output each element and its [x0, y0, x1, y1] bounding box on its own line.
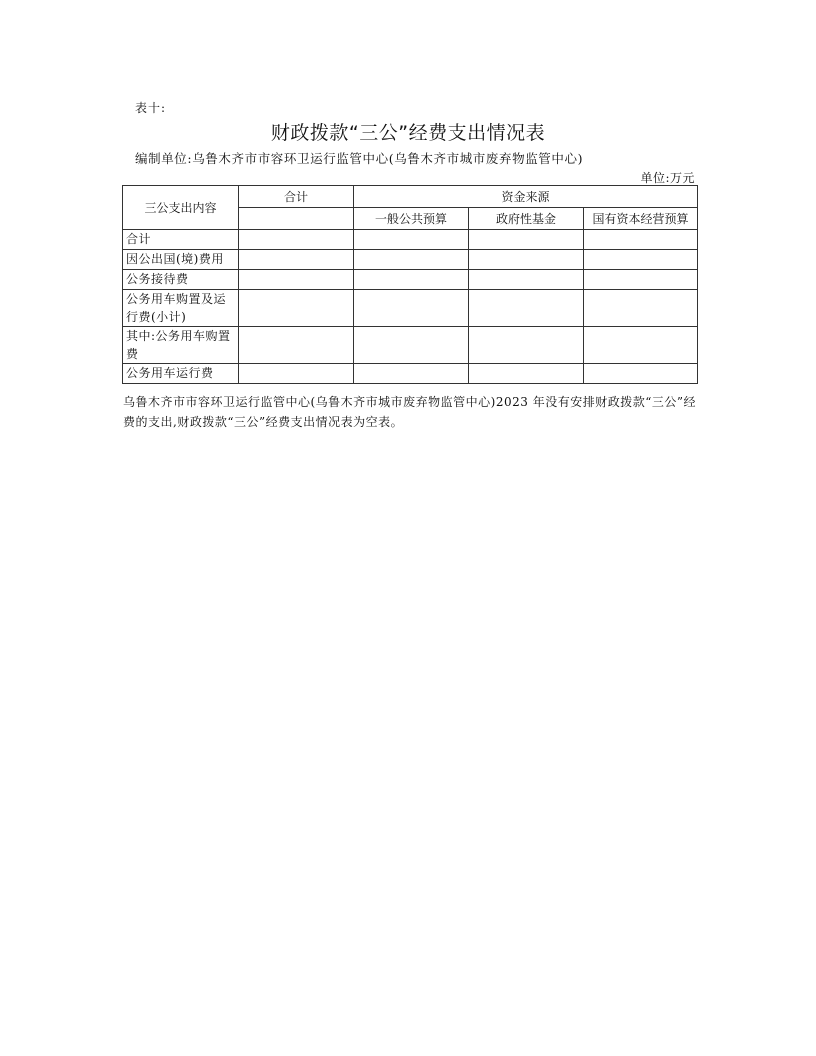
table-cell: [239, 250, 354, 270]
table-row: [123, 270, 698, 290]
table-cell: [239, 230, 354, 250]
header-total-column: 合计: [239, 186, 354, 208]
table-cell: [239, 270, 354, 290]
row-label-reception: 公务接待费: [123, 270, 239, 290]
expense-table-body: [123, 230, 698, 384]
table-cell: [584, 270, 698, 290]
table-cell: [469, 270, 584, 290]
explanatory-note: 乌鲁木齐市市容环卫运行监管中心(乌鲁木齐市城市废弃物监管中心)2023 年没有安排财政拨款“三公”经费的支出,财政拨款“三公”经费支出情况表为空表。: [123, 395, 696, 429]
table-cell: [354, 290, 469, 327]
table-cell: [584, 327, 698, 364]
table-number-label: 表十:: [135, 101, 167, 115]
table-cell: [239, 327, 354, 364]
document-title: 财政拨款“三公”经费支出情况表: [270, 122, 546, 144]
table-cell: [469, 364, 584, 384]
table-cell: [469, 290, 584, 327]
table-cell: [354, 364, 469, 384]
row-label-total: 合计: [123, 230, 239, 250]
table-row: [123, 290, 698, 327]
table-cell: [469, 250, 584, 270]
header-government-fund: 政府性基金: [469, 208, 584, 230]
table-cell: [354, 270, 469, 290]
header-fund-source: 资金来源: [354, 186, 698, 208]
table-row: [123, 327, 698, 364]
row-label-vehicle-purchase: 其中:公务用车购置费: [123, 327, 239, 364]
row-label-vehicle-operation: 公务用车运行费: [123, 364, 239, 384]
table-cell: [469, 230, 584, 250]
table-row: [123, 364, 698, 384]
unit-line: 单位:万元: [640, 171, 695, 185]
header-item-column: 三公支出内容: [123, 186, 239, 230]
table-cell: [354, 230, 469, 250]
table-cell: [469, 327, 584, 364]
table-cell: [584, 364, 698, 384]
table-cell: [584, 230, 698, 250]
table-cell: [239, 290, 354, 327]
table-cell: [584, 290, 698, 327]
header-state-capital-budget: 国有资本经营预算: [584, 208, 698, 230]
row-label-overseas: 因公出国(境)费用: [123, 250, 239, 270]
table-cell: [354, 250, 469, 270]
compiling-unit-line: 编制单位:乌鲁木齐市市容环卫运行监管中心(乌鲁木齐市城市废弃物监管中心): [135, 151, 584, 166]
table-cell: [584, 250, 698, 270]
expense-table: [122, 185, 698, 384]
row-label-vehicle-subtotal: 公务用车购置及运行费(小计): [123, 290, 239, 327]
table-row: [123, 230, 698, 250]
header-general-budget: 一般公共预算: [354, 208, 469, 230]
table-cell: [239, 364, 354, 384]
header-total-blank: [239, 208, 354, 230]
table-row: [123, 250, 698, 270]
table-cell: [354, 327, 469, 364]
expense-table-header: [123, 186, 698, 230]
